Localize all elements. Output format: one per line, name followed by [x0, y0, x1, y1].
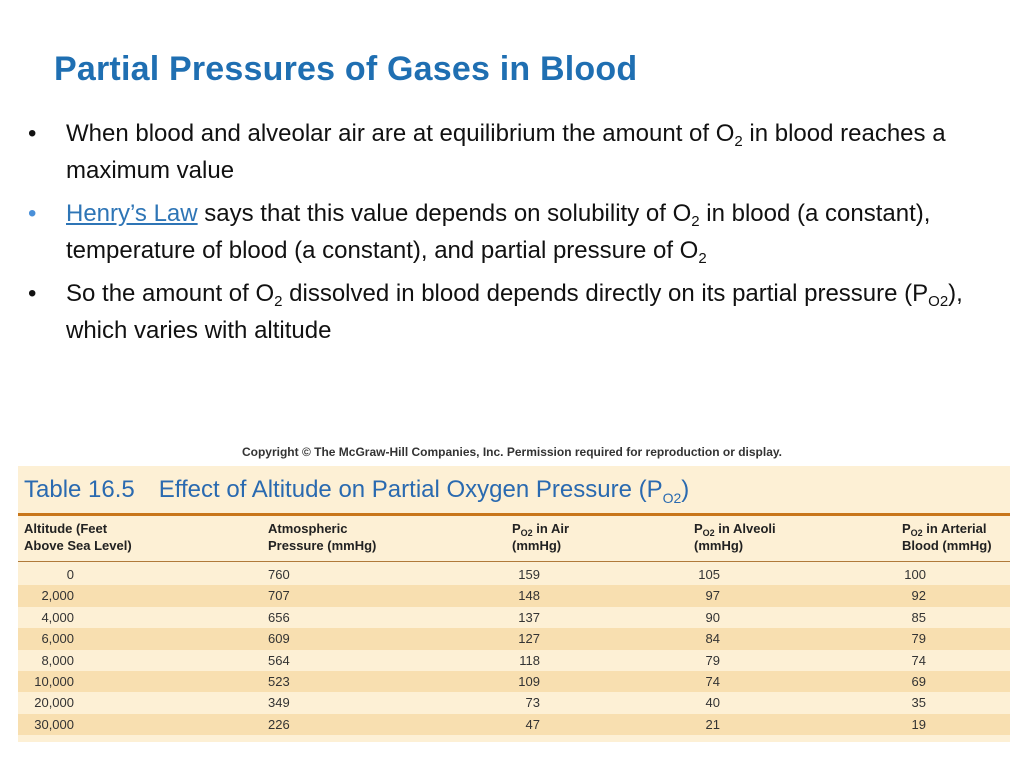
- bullet-text: in blood (a constant), temperature of blood (a constant), and partial pressure of O: [66, 200, 931, 264]
- cell-po2-air: 118: [519, 652, 540, 668]
- cell-po2-air: 148: [518, 588, 540, 604]
- copyright-notice: Copyright © The McGraw-Hill Companies, Inc. Permission required for reproduction or display.: [241, 445, 783, 459]
- cell-atmospheric: 760: [268, 567, 290, 582]
- cell-po2-arterial: 69: [911, 673, 926, 689]
- cell-po2-alveoli: 97: [705, 588, 720, 604]
- subscript: O2: [910, 528, 923, 538]
- bullet-text: in blood reaches a maximum value: [66, 120, 946, 184]
- cell-po2-air: 137: [518, 609, 540, 625]
- table-row: [18, 607, 1010, 628]
- subscript: O2: [702, 528, 715, 538]
- cell-po2-air: 127: [518, 631, 540, 647]
- cell-atmospheric: 707: [268, 588, 290, 604]
- column-header-po2-air: [512, 520, 569, 554]
- cell-po2-air: 73: [525, 695, 540, 711]
- bullet-dot-icon: •: [28, 120, 37, 147]
- cell-po2-arterial: 100: [904, 567, 926, 582]
- subscript: O2: [928, 293, 949, 310]
- cell-po2-alveoli: 105: [698, 567, 720, 582]
- subscript: 2: [698, 250, 707, 267]
- column-header-altitude: [24, 520, 132, 554]
- table-body: [18, 564, 1010, 735]
- bullet-item-2: [26, 195, 1001, 269]
- column-header-po2-arterial: [902, 520, 992, 554]
- table-row: [18, 628, 1010, 649]
- cell-atmospheric: 656: [268, 609, 290, 625]
- cell-po2-alveoli: 40: [705, 695, 720, 711]
- bullet-list: [26, 115, 1001, 355]
- slide-title: Partial Pressures of Gases in Blood: [54, 50, 638, 88]
- cell-atmospheric: 564: [268, 652, 290, 668]
- header-line: in Alveoli: [714, 521, 776, 536]
- header-line: Pressure (mmHg): [268, 538, 377, 553]
- bullet-text: says that this value depends on solubility of O: [197, 200, 692, 227]
- subscript: 2: [734, 133, 743, 150]
- header-line: P: [694, 521, 703, 536]
- header-line: Atmospheric: [268, 521, 348, 536]
- table-caption: [24, 476, 689, 504]
- table-row: [18, 714, 1010, 735]
- table-row: [18, 564, 1010, 585]
- subscript: 2: [691, 213, 700, 230]
- cell-po2-arterial: 74: [911, 652, 926, 668]
- header-line: (mmHg): [694, 538, 744, 553]
- cell-po2-arterial: 79: [911, 631, 926, 647]
- cell-altitude: 6,000: [41, 631, 74, 647]
- table-row: [18, 585, 1010, 606]
- cell-altitude: 0: [66, 567, 74, 582]
- cell-po2-arterial: 35: [911, 695, 926, 711]
- altitude-table: [18, 466, 1010, 742]
- bullet-dot-icon: •: [28, 280, 37, 307]
- cell-po2-alveoli: 90: [705, 609, 720, 625]
- header-line: in Air: [532, 521, 570, 536]
- cell-po2-arterial: 92: [911, 588, 926, 604]
- table-row: [18, 671, 1010, 692]
- cell-altitude: 20,000: [34, 695, 74, 711]
- subscript: O2: [520, 528, 533, 538]
- table-number: Table 16.5: [24, 476, 135, 503]
- bullet-dot-icon: •: [28, 200, 37, 227]
- cell-atmospheric: 523: [268, 673, 290, 689]
- table-caption-text: Effect of Altitude on Partial Oxygen Pressure (P: [158, 476, 663, 503]
- header-line: Altitude (Feet: [24, 521, 108, 536]
- cell-altitude: 10,000: [34, 673, 74, 689]
- cell-atmospheric: 226: [268, 716, 290, 732]
- bullet-text: So the amount of O: [66, 280, 275, 307]
- cell-altitude: 8,000: [41, 652, 74, 668]
- bullet-text: When blood and alveolar air are at equilibrium the amount of O: [66, 120, 735, 147]
- cell-altitude: 30,000: [34, 716, 74, 732]
- table-row: [18, 692, 1010, 713]
- cell-altitude: 2,000: [41, 588, 74, 604]
- header-divider: [18, 561, 1010, 562]
- cell-po2-alveoli: 79: [705, 652, 720, 668]
- subscript: 2: [274, 293, 283, 310]
- header-line: P: [902, 521, 911, 536]
- header-line: in Arterial: [922, 521, 987, 536]
- header-line: (mmHg): [512, 538, 562, 553]
- table-caption-end: ): [681, 476, 690, 503]
- column-header-atmospheric: [268, 520, 376, 554]
- cell-po2-arterial: 19: [911, 716, 926, 732]
- cell-altitude: 4,000: [41, 609, 74, 625]
- header-line: Blood (mmHg): [902, 538, 992, 553]
- henrys-law-link[interactable]: Henry’s Law: [66, 200, 198, 227]
- bullet-item-3: [26, 275, 1001, 349]
- table-header-row: [18, 520, 1010, 560]
- cell-atmospheric: 609: [268, 631, 290, 647]
- subscript: O2: [662, 490, 682, 506]
- bullet-item-1: [26, 115, 1001, 189]
- bullet-text: dissolved in blood depends directly on its partial pressure (P: [282, 280, 929, 307]
- cell-po2-air: 109: [518, 673, 540, 689]
- cell-atmospheric: 349: [268, 695, 290, 711]
- cell-po2-alveoli: 84: [705, 631, 720, 647]
- cell-po2-alveoli: 21: [705, 716, 720, 732]
- header-line: Above Sea Level): [24, 538, 132, 553]
- bullet-text: ), which varies with altitude: [66, 280, 963, 344]
- header-rule: [18, 513, 1010, 516]
- table-row: [18, 650, 1010, 671]
- cell-po2-air: 159: [518, 567, 540, 582]
- cell-po2-air: 47: [525, 716, 540, 732]
- cell-po2-arterial: 85: [911, 609, 926, 625]
- cell-po2-alveoli: 74: [705, 673, 720, 689]
- column-header-po2-alveoli: [694, 520, 776, 554]
- header-line: P: [512, 521, 521, 536]
